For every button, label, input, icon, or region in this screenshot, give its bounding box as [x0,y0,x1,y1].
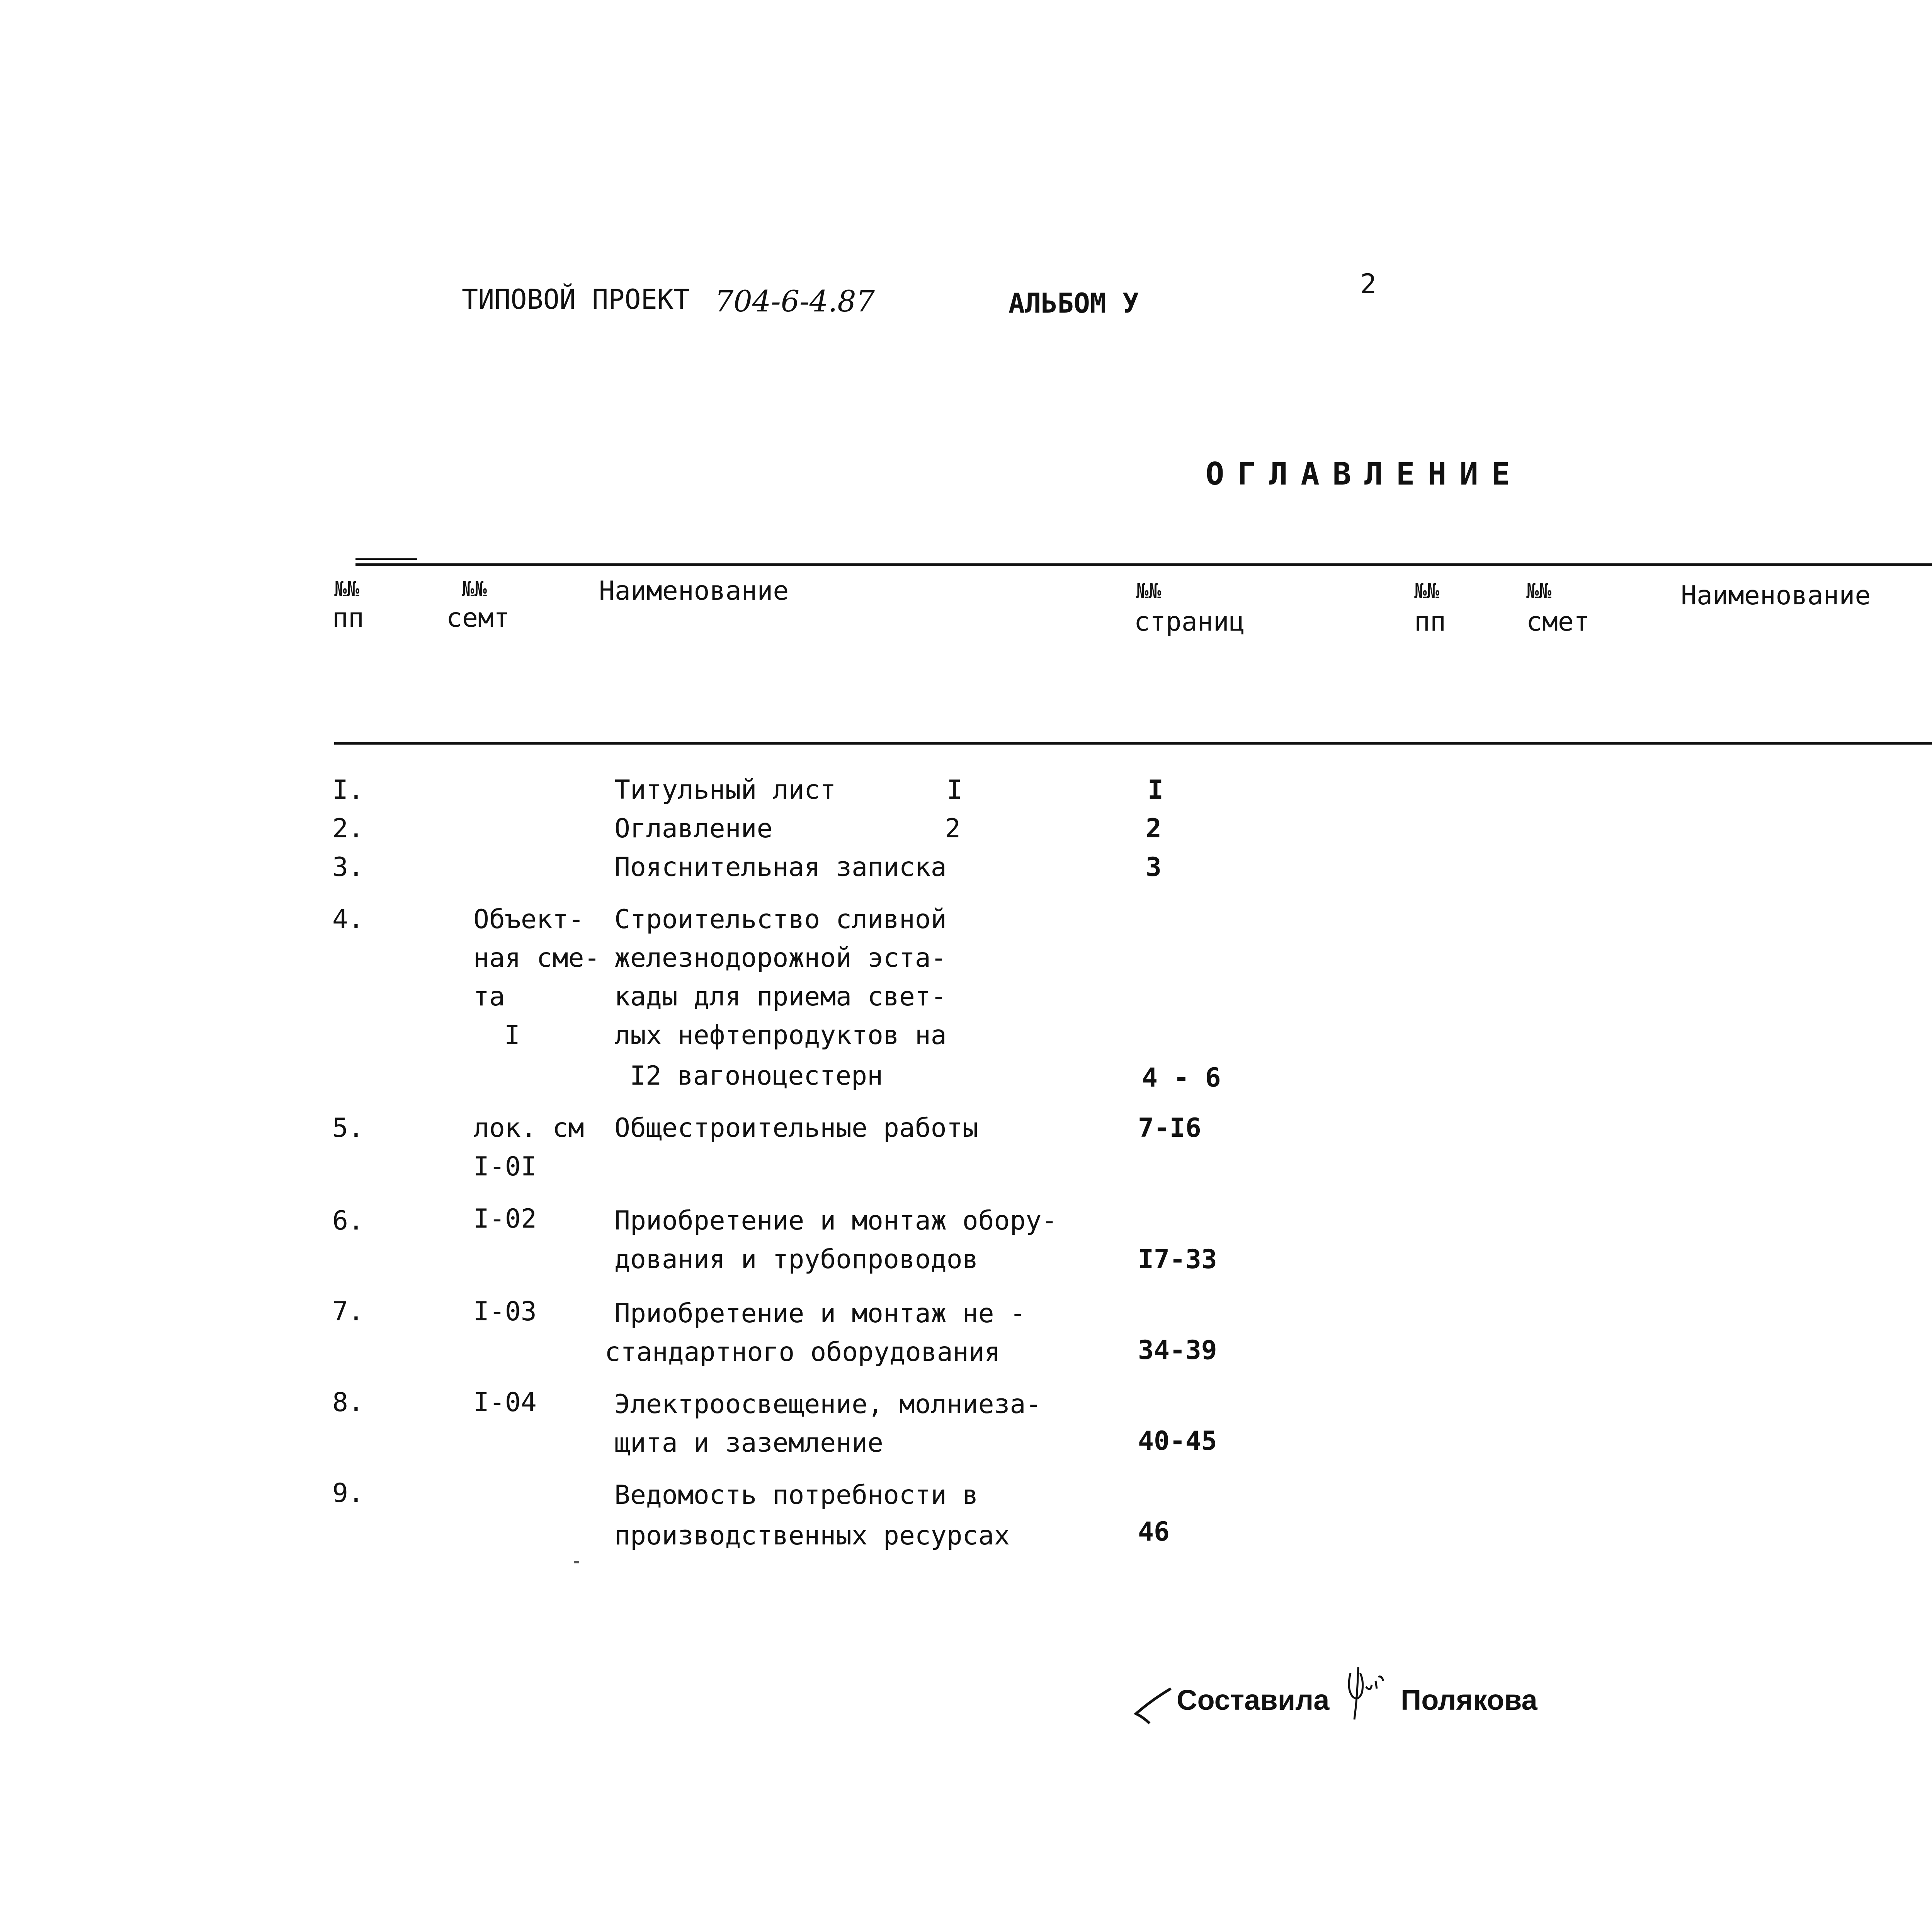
col-estimate-header: семт [446,603,510,633]
row-estimate: I [504,1020,520,1051]
row-pages: 7-I6 [1138,1113,1201,1143]
row-estimate: I-02 [473,1204,537,1234]
row-pages: I [1148,775,1163,805]
row-name: Приобретение и монтаж не - [614,1298,1026,1329]
row-estimate: I-0I [473,1151,537,1182]
row-estimate: I-04 [473,1387,537,1418]
col-estimate-symbol-right: №№ [1526,579,1552,603]
row-pages: 40-45 [1138,1426,1217,1456]
header-bottom-rule [334,742,1932,745]
row-name: производственных ресурсах [614,1520,1010,1551]
row-name: лых нефтепродуктов на [614,1020,947,1051]
col-estimate-symbol: №№ [462,577,487,601]
compiler-name: Полякова [1401,1684,1537,1716]
row-name: Оглавление [614,813,773,844]
row-name: Общестроительные работы [614,1113,978,1143]
row-name: Строительство сливной [614,904,947,935]
row-number: 9. [332,1478,364,1509]
row-number: 3. [332,852,364,883]
row-estimate: ная сме- [473,943,600,973]
row-number: 4. [332,904,364,935]
row-estimate: Объект- [473,904,584,935]
handwritten-signature [1343,1665,1389,1723]
row-name: стандартного оборудования [605,1337,1000,1367]
row-number: 5. [332,1113,364,1143]
row-name: Пояснительная записка [614,852,947,883]
row-pages: I7-33 [1138,1244,1217,1275]
row-sheet: 2 [945,813,961,844]
project-label: ТИПОВОЙ ПРОЕКТ [462,284,690,315]
stray-mark [574,1561,579,1563]
row-estimate: I-03 [473,1296,537,1327]
row-number: 6. [332,1206,364,1236]
row-number: I. [332,775,364,805]
col-num-header-right: пп [1414,607,1446,637]
compiled-by-label: Составила [1177,1684,1330,1716]
col-num-symbol-right: №№ [1414,579,1440,603]
row-pages: 34-39 [1138,1335,1217,1366]
check-mark-icon [1132,1685,1179,1727]
col-pages-symbol: №№ [1136,579,1162,603]
row-number: 7. [332,1296,364,1327]
row-name: Ведомость потребности в [614,1480,978,1510]
row-pages: 46 [1138,1517,1170,1547]
col-name-header: Наименование [599,576,789,606]
row-pages: 2 [1146,813,1162,844]
row-name: дования и трубопроводов [614,1244,978,1275]
row-number: 2. [332,813,364,844]
row-number: 8. [332,1387,364,1418]
row-pages: 4 - 6 [1142,1063,1221,1093]
album-label: АЛЬБОМ У [1009,287,1139,319]
row-estimate: та [473,981,505,1012]
row-pages: 3 [1146,852,1162,883]
project-number: 704-6-4.87 [715,284,875,318]
row-name: щита и заземление [614,1428,883,1458]
rule-fragment [355,558,417,560]
col-name-header-right: Наименование [1681,580,1871,611]
table-top-rule [355,563,1932,566]
col-num-header: пп [332,603,364,633]
row-sheet: I [947,775,963,805]
col-estimate-header-right: смет [1526,607,1590,637]
col-num-symbol: №№ [334,577,360,601]
col-pages-header: страниц [1134,607,1245,637]
row-name: I2 вагоноцестерн [630,1061,883,1091]
document-title: ОГЛАВЛЕНИЕ [1206,456,1523,492]
row-name: Титульный лист [614,775,836,805]
row-name: кады для приема свет- [614,981,947,1012]
row-name: железнодорожной эста- [614,943,947,973]
row-name: Приобретение и монтаж обору- [614,1206,1058,1236]
row-estimate: лок. см [473,1113,584,1143]
row-name: Электроосвещение, молниеза- [614,1389,1042,1420]
page-number: 2 [1360,268,1377,300]
